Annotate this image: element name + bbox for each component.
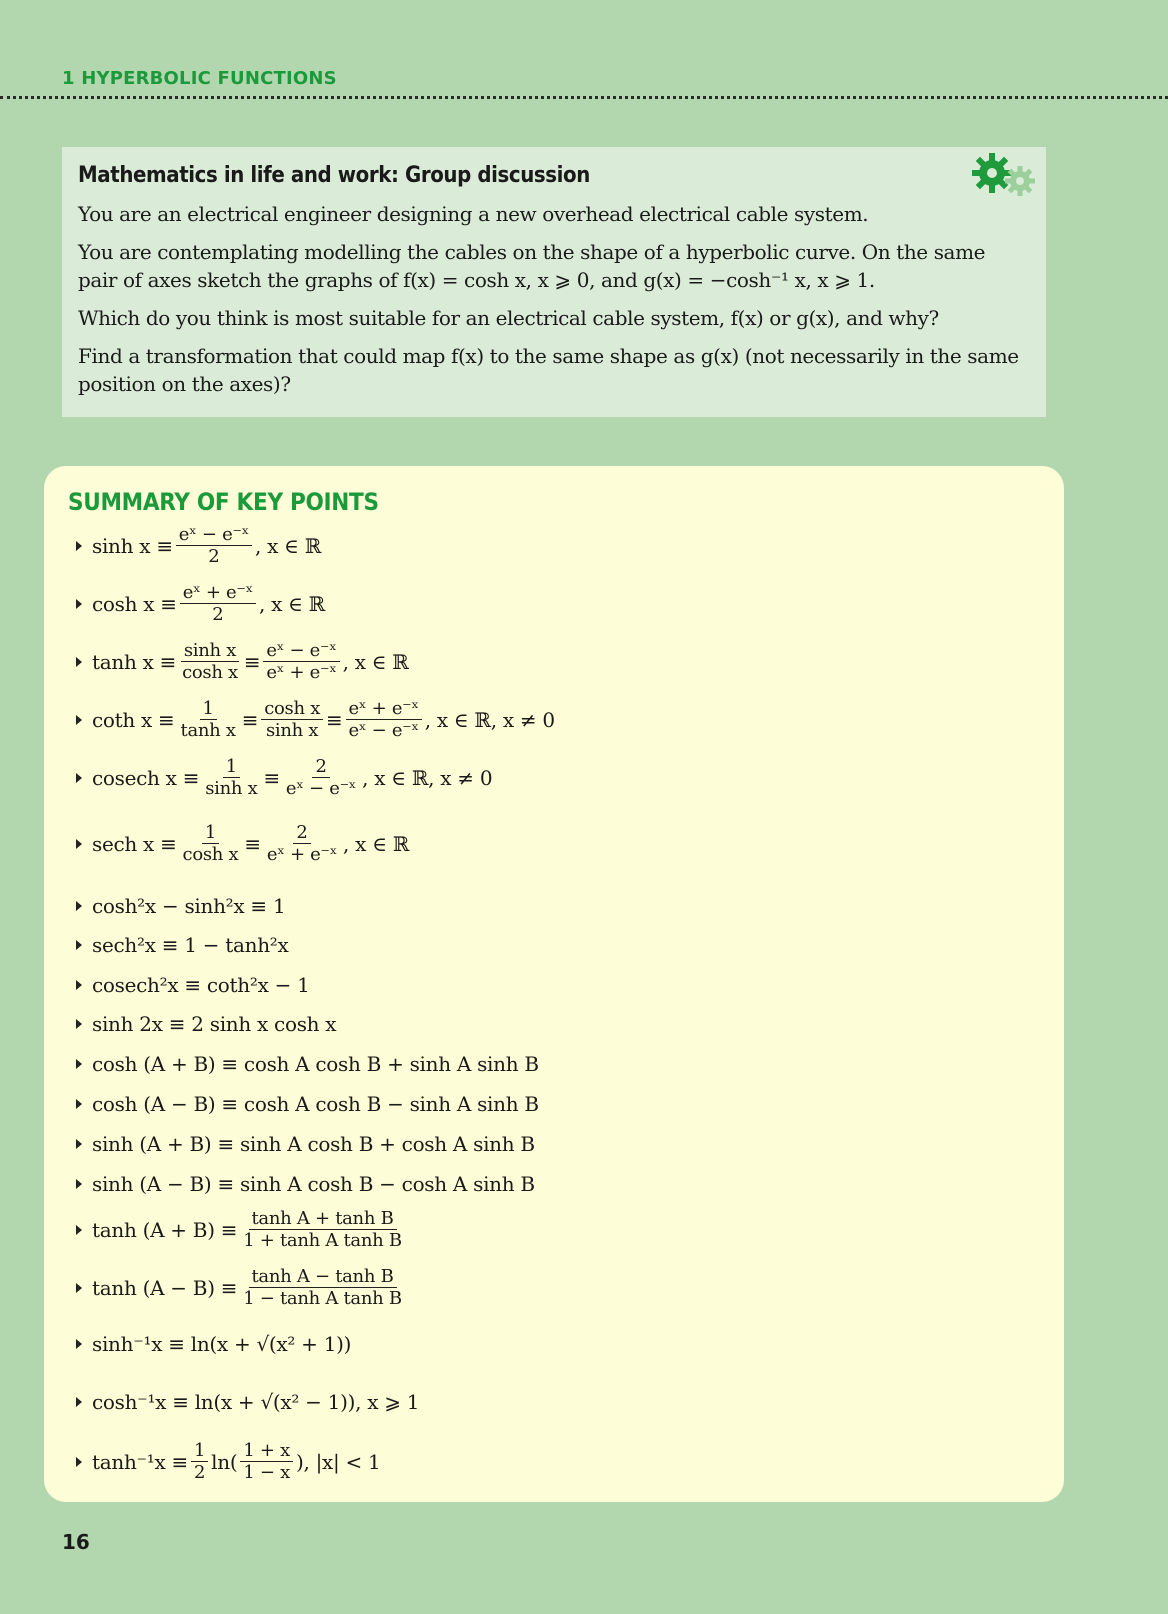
domain-text: , x ∈ ℝ — [258, 591, 325, 616]
formula-lhs: tanh (A − B) ≡ — [92, 1275, 238, 1300]
key-point-acosh — [76, 1390, 419, 1414]
numerator: 1 — [223, 756, 240, 778]
identity-text: cosech²x ≡ coth²x − 1 — [92, 973, 310, 997]
key-point-tanh-sum — [76, 1208, 408, 1251]
denominator: sinh x — [205, 778, 258, 799]
key-point-identity — [76, 1092, 539, 1116]
equiv-sign: ≡ — [326, 707, 343, 732]
fraction — [346, 698, 422, 741]
identity-text: sinh⁻¹x ≡ ln(x + √(x² + 1)) — [92, 1332, 352, 1356]
key-point-identity — [76, 1172, 535, 1196]
fraction — [178, 698, 239, 741]
fraction — [240, 1440, 293, 1483]
fraction — [191, 1440, 208, 1483]
formula-lhs: cosech x ≡ — [92, 765, 200, 790]
denominator: 1 − x — [243, 1462, 290, 1483]
denominator: cosh x — [182, 662, 238, 683]
key-point-tanh-diff — [76, 1266, 408, 1309]
bullet-icon — [76, 1099, 82, 1109]
key-point-identity — [76, 1132, 535, 1156]
formula-lhs: tanh⁻¹x ≡ — [92, 1449, 188, 1474]
gears-icon — [970, 151, 1040, 207]
numerator: eˣ − e⁻ˣ — [176, 524, 252, 546]
key-point-atanh — [76, 1440, 380, 1483]
denominator: 1 − tanh A tanh B — [243, 1288, 402, 1309]
denominator: 2 — [194, 1462, 206, 1483]
bullet-icon — [76, 1283, 82, 1293]
fraction — [264, 822, 340, 865]
identity-text: cosh (A + B) ≡ cosh A cosh B + sinh A sinh B — [92, 1052, 539, 1076]
key-point-sech — [76, 822, 409, 865]
denominator: eˣ − e⁻ˣ — [348, 720, 419, 741]
key-point-cosech — [76, 756, 492, 799]
denominator: eˣ + e⁻ˣ — [266, 662, 337, 683]
denominator: cosh x — [182, 844, 239, 865]
discussion-paragraph: You are contemplating modelling the cables on the shape of a hyperbolic curve. On the same pair of axes sketch the graphs of f(x) = cosh x, x ⩾ 0, and g(x) = −cosh⁻¹ x, x ⩾ 1. — [78, 240, 986, 292]
fraction — [283, 756, 359, 799]
numerator: cosh x — [261, 698, 323, 720]
domain-text: , x ∈ ℝ, x ≠ 0 — [362, 765, 493, 790]
fraction — [261, 698, 323, 741]
domain-text: ), |x| < 1 — [295, 1449, 381, 1474]
bullet-icon — [76, 541, 82, 551]
numerator: 2 — [293, 822, 310, 844]
equiv-sign: ≡ — [244, 831, 261, 856]
formula-lhs: cosh x ≡ — [92, 591, 177, 616]
bullet-icon — [76, 901, 82, 911]
key-point-identity — [76, 973, 310, 997]
bullet-icon — [76, 1339, 82, 1349]
formula-lhs: coth x ≡ — [92, 707, 175, 732]
domain-text: , x ∈ ℝ — [343, 831, 410, 856]
fraction — [180, 822, 242, 865]
key-point-identity — [76, 1012, 336, 1036]
numerator: 1 — [200, 698, 217, 720]
bullet-icon — [76, 715, 82, 725]
key-point-cosh — [76, 582, 325, 625]
formula-lhs: sech x ≡ — [92, 831, 177, 856]
equiv-sign: ≡ — [241, 707, 259, 732]
fraction — [180, 582, 256, 625]
bullet-icon — [76, 773, 82, 783]
formula-lhs: tanh (A + B) ≡ — [92, 1217, 238, 1242]
ln-text: ln( — [211, 1449, 238, 1474]
identity-text: sech²x ≡ 1 − tanh²x — [92, 933, 289, 957]
bullet-icon — [76, 599, 82, 609]
page-number: 16 — [62, 1530, 90, 1554]
key-point-asinh — [76, 1332, 351, 1356]
domain-text: , x ∈ ℝ — [254, 533, 322, 558]
key-point-tanh — [76, 640, 409, 683]
key-point-sinh — [76, 524, 321, 567]
bullet-icon — [76, 1059, 82, 1069]
denominator: eˣ + e⁻ˣ — [266, 844, 338, 865]
numerator: eˣ + e⁻ˣ — [180, 582, 256, 604]
group-discussion-box — [62, 147, 1046, 417]
fraction — [179, 640, 241, 683]
domain-text: , x ∈ ℝ — [342, 649, 409, 674]
summary-panel — [44, 466, 1064, 1502]
identity-text: cosh⁻¹x ≡ ln(x + √(x² − 1)), x ⩾ 1 — [92, 1390, 420, 1414]
denominator: eˣ − e⁻ˣ — [285, 778, 357, 799]
denominator: 2 — [212, 604, 224, 625]
fraction — [263, 640, 339, 683]
numerator: eˣ + e⁻ˣ — [346, 698, 422, 720]
numerator: 1 — [202, 822, 219, 844]
identity-text: sinh 2x ≡ 2 sinh x cosh x — [92, 1012, 337, 1036]
key-point-identity — [76, 1052, 539, 1076]
bullet-icon — [76, 940, 82, 950]
numerator: eˣ − e⁻ˣ — [263, 640, 339, 662]
numerator: 1 + x — [240, 1440, 293, 1462]
identity-text: cosh²x − sinh²x ≡ 1 — [92, 894, 286, 918]
bullet-icon — [76, 1225, 82, 1235]
denominator: tanh x — [180, 720, 236, 741]
discussion-title: Mathematics in life and work: Group discussion — [78, 163, 590, 188]
header-divider — [0, 96, 1168, 99]
bullet-icon — [76, 1179, 82, 1189]
discussion-paragraph: You are an electrical engineer designing a new overhead electrical cable system. — [78, 202, 869, 226]
numerator: tanh A + tanh B — [249, 1208, 397, 1230]
key-point-identity — [76, 894, 285, 918]
numerator: 2 — [312, 756, 329, 778]
discussion-paragraph: Find a transformation that could map f(x) to the same shape as g(x) (not necessarily in the same position on the axes)? — [78, 344, 1019, 396]
denominator: 2 — [208, 546, 220, 567]
bullet-icon — [76, 1397, 82, 1407]
bullet-icon — [76, 1457, 82, 1467]
formula-lhs: sinh x ≡ — [92, 533, 173, 558]
equiv-sign: ≡ — [243, 649, 261, 674]
identity-text: sinh (A − B) ≡ sinh A cosh B − cosh A sinh B — [92, 1172, 535, 1196]
denominator: 1 + tanh A tanh B — [243, 1230, 402, 1251]
bullet-icon — [76, 657, 82, 667]
bullet-icon — [76, 839, 82, 849]
numerator: tanh A − tanh B — [249, 1266, 397, 1288]
bullet-icon — [76, 1139, 82, 1149]
fraction — [240, 1266, 405, 1309]
denominator: sinh x — [266, 720, 319, 741]
fraction — [202, 756, 260, 799]
fraction — [240, 1208, 405, 1251]
identity-text: cosh (A − B) ≡ cosh A cosh B − sinh A sinh B — [92, 1092, 539, 1116]
bullet-icon — [76, 980, 82, 990]
discussion-paragraph: Which do you think is most suitable for an electrical cable system, f(x) or g(x), and why? — [78, 306, 939, 330]
formula-lhs: tanh x ≡ — [92, 649, 177, 674]
equiv-sign: ≡ — [263, 765, 280, 790]
chapter-heading: 1 HYPERBOLIC FUNCTIONS — [62, 68, 337, 89]
key-point-identity — [76, 933, 288, 957]
domain-text: , x ∈ ℝ, x ≠ 0 — [424, 707, 555, 732]
key-point-coth — [76, 698, 555, 741]
identity-text: sinh (A + B) ≡ sinh A cosh B + cosh A sinh B — [92, 1132, 535, 1156]
numerator: sinh x — [181, 640, 239, 662]
fraction — [176, 524, 252, 567]
bullet-icon — [76, 1019, 82, 1029]
numerator: 1 — [191, 1440, 208, 1462]
summary-title: SUMMARY OF KEY POINTS — [68, 488, 379, 516]
